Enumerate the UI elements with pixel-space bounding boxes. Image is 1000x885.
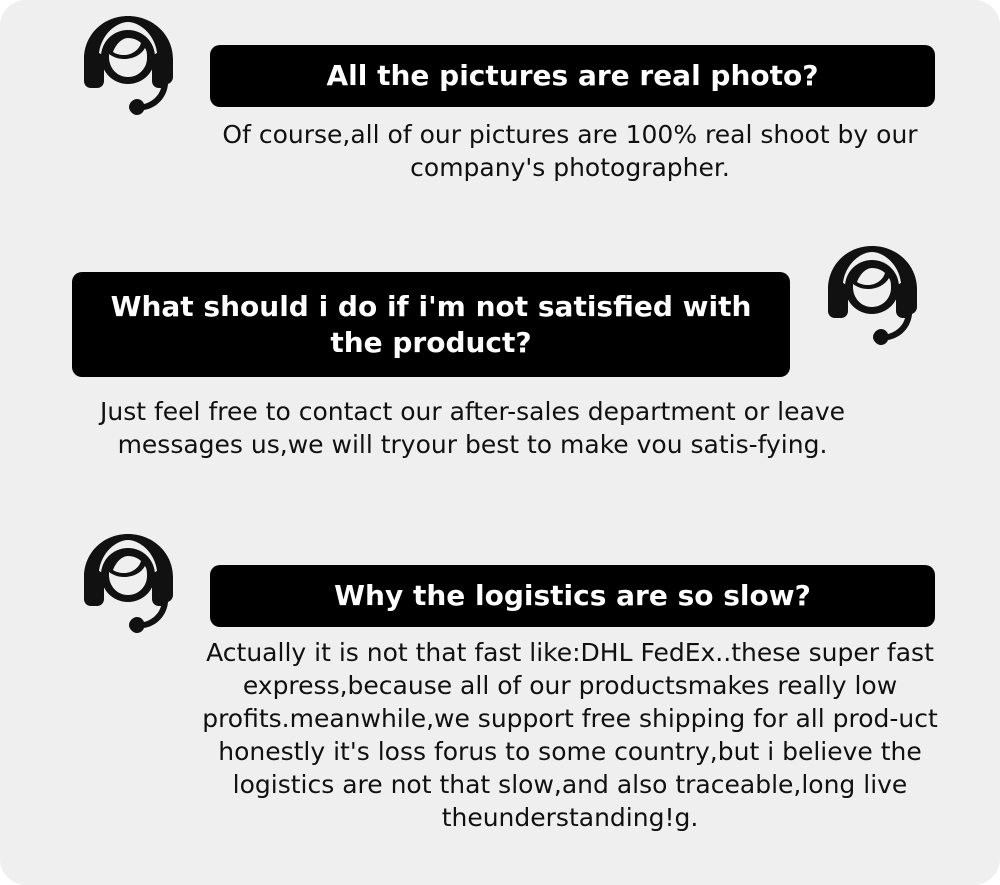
headset-operator-icon (68, 10, 188, 130)
headset-operator-icon (68, 528, 188, 648)
faq-question-bar-3 (210, 565, 935, 627)
faq-answer-text-3: Actually it is not that fast like:DHL FedEx..these super fast express,because all of our productsmakes really low profits.meanwhile,we support free shipping for all prod-uct honestly it's loss forus to some country,but i believe the logistics are not that slow,and also traceable,long live theunderstanding!g. (202, 638, 938, 832)
faq-answer-text-2: Just feel free to contact our after-sales department or leave messages us,we will tryour best to make vou satis-fying. (100, 397, 845, 459)
faq-question-bar-1 (210, 45, 935, 107)
faq-question-text-2: What should i do if i'm not satisfied with the product? (110, 289, 752, 359)
faq-question-text-1: All the pictures are real photo? (326, 59, 819, 93)
headset-operator-icon (812, 240, 932, 360)
faq-question-bar-2 (72, 272, 790, 377)
faq-answer-text-1: Of course,all of our pictures are 100% real shoot by our company's photographer. (222, 120, 918, 182)
faq-question-text-3: Why the logistics are so slow? (334, 579, 811, 613)
